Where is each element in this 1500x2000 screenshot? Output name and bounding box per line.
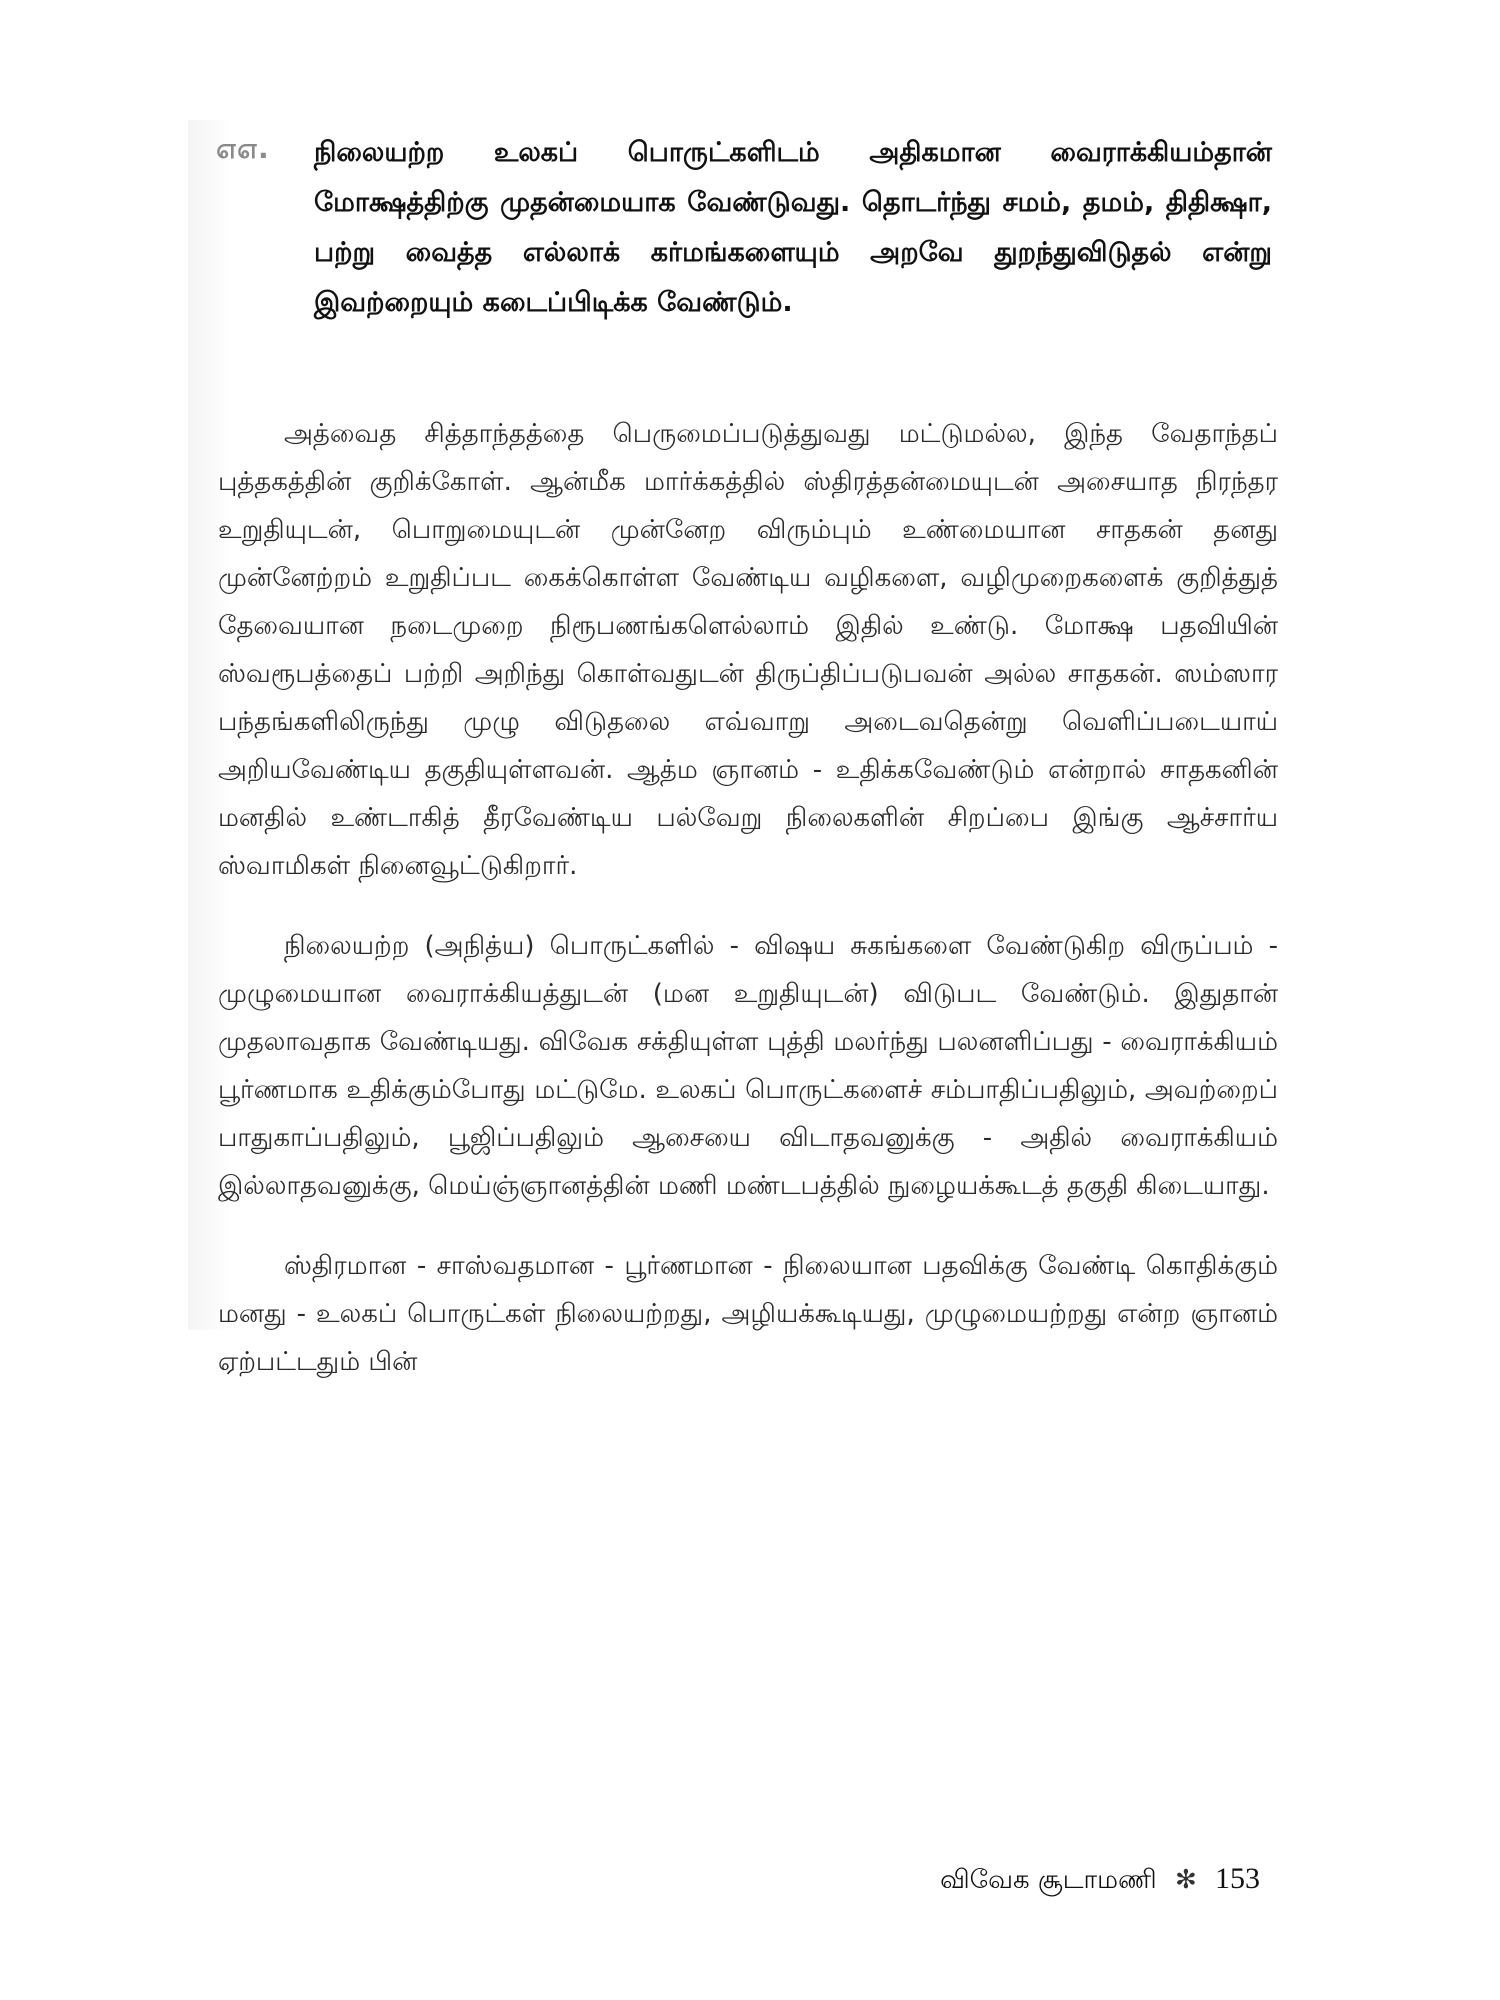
verse-number: ௭௭. <box>216 132 269 165</box>
verse-text: நிலையற்ற உலகப் பொருட்களிடம் அதிகமான வைராக்கியம்தான் மோக்ஷத்திற்கு முதன்மையாக வேண்டுவது. தொடர்ந்து சமம், தமம், திதிக்ஷா, பற்று வைத்த எல்லாக் கர்மங்களையும் அறவே துறந்துவிடுதல் என்று இவற்றையும் கடைப்பிடிக்க வேண்டும். <box>314 137 1272 318</box>
commentary-paragraph-3: ஸ்திரமான - சாஸ்வதமான - பூர்ணமான - நிலையான பதவிக்கு வேண்டி கொதிக்கும் மனது - உலகப் பொருட்கள் நிலையற்றது, அழியக்கூடியது, முழுமையற்றது என்ற ஞானம் ஏற்பட்டதும் பின் <box>218 1251 1278 1377</box>
running-title: விவேக சூடாமணி <box>940 1865 1157 1895</box>
commentary <box>218 410 1278 1418</box>
page-number: 153 <box>1215 1862 1260 1895</box>
commentary-paragraph-1: அத்வைத சித்தாந்தத்தை பெருமைப்படுத்துவது மட்டுமல்ல, இந்த வேதாந்தப் புத்தகத்தின் குறிக்கோள். ஆன்மீக மார்க்கத்தில் ஸ்திரத்தன்மையுடன் அசையாத நிரந்தர உறுதியுடன், பொறுமையுடன் முன்னேற விரும்பும் உண்மையான சாதகன் தனது முன்னேற்றம் உறுதிப்பட கைக்கொள்ள வேண்டிய வழிகளை, வழிமுறைகளைக் குறித்துத் தேவையான நடைமுறை நிரூபணங்களெல்லாம் இதில் உண்டு. மோக்ஷ பதவியின் ஸ்வரூபத்தைப் பற்றி அறிந்து கொள்வதுடன் திருப்திப்படுபவன் அல்ல சாதகன். ஸம்ஸார பந்தங்களிலிருந்து முழு விடுதலை எவ்வாறு அடைவதென்று வெளிப்படையாய் அறியவேண்டிய தகுதியுள்ளவன். ஆத்ம ஞானம் - உதிக்கவேண்டும் என்றால் சாதகனின் மனதில் உண்டாகித் தீரவேண்டிய பல்வேறு நிலைகளின் சிறப்பை இங்கு ஆச்சார்ய ஸ்வாமிகள் நினைவூட்டுகிறார். <box>218 419 1278 881</box>
footer-separator-icon: ✻ <box>1174 1865 1197 1895</box>
page-footer <box>940 1862 1260 1898</box>
verse-block <box>216 128 1272 328</box>
commentary-paragraph-2: நிலையற்ற (அநித்ய) பொருட்களில் - விஷய சுகங்களை வேண்டுகிற விருப்பம் - முழுமையான வைராக்கியத்துடன் (மன உறுதியுடன்) விடுபட வேண்டும். இதுதான் முதலாவதாக வேண்டியது. விவேக சக்தியுள்ள புத்தி மலர்ந்து பலனளிப்பது - வைராக்கியம் பூர்ணமாக உதிக்கும்போது மட்டுமே. உலகப் பொருட்களைச் சம்பாதிப்பதிலும், அவற்றைப் பாதுகாப்பதிலும், பூஜிப்பதிலும் ஆசையை விடாதவனுக்கு - அதில் வைராக்கியம் இல்லாதவனுக்கு, மெய்ஞ்ஞானத்தின் மணி மண்டபத்தில் நுழையக்கூடத் தகுதி கிடையாது. <box>218 931 1278 1201</box>
